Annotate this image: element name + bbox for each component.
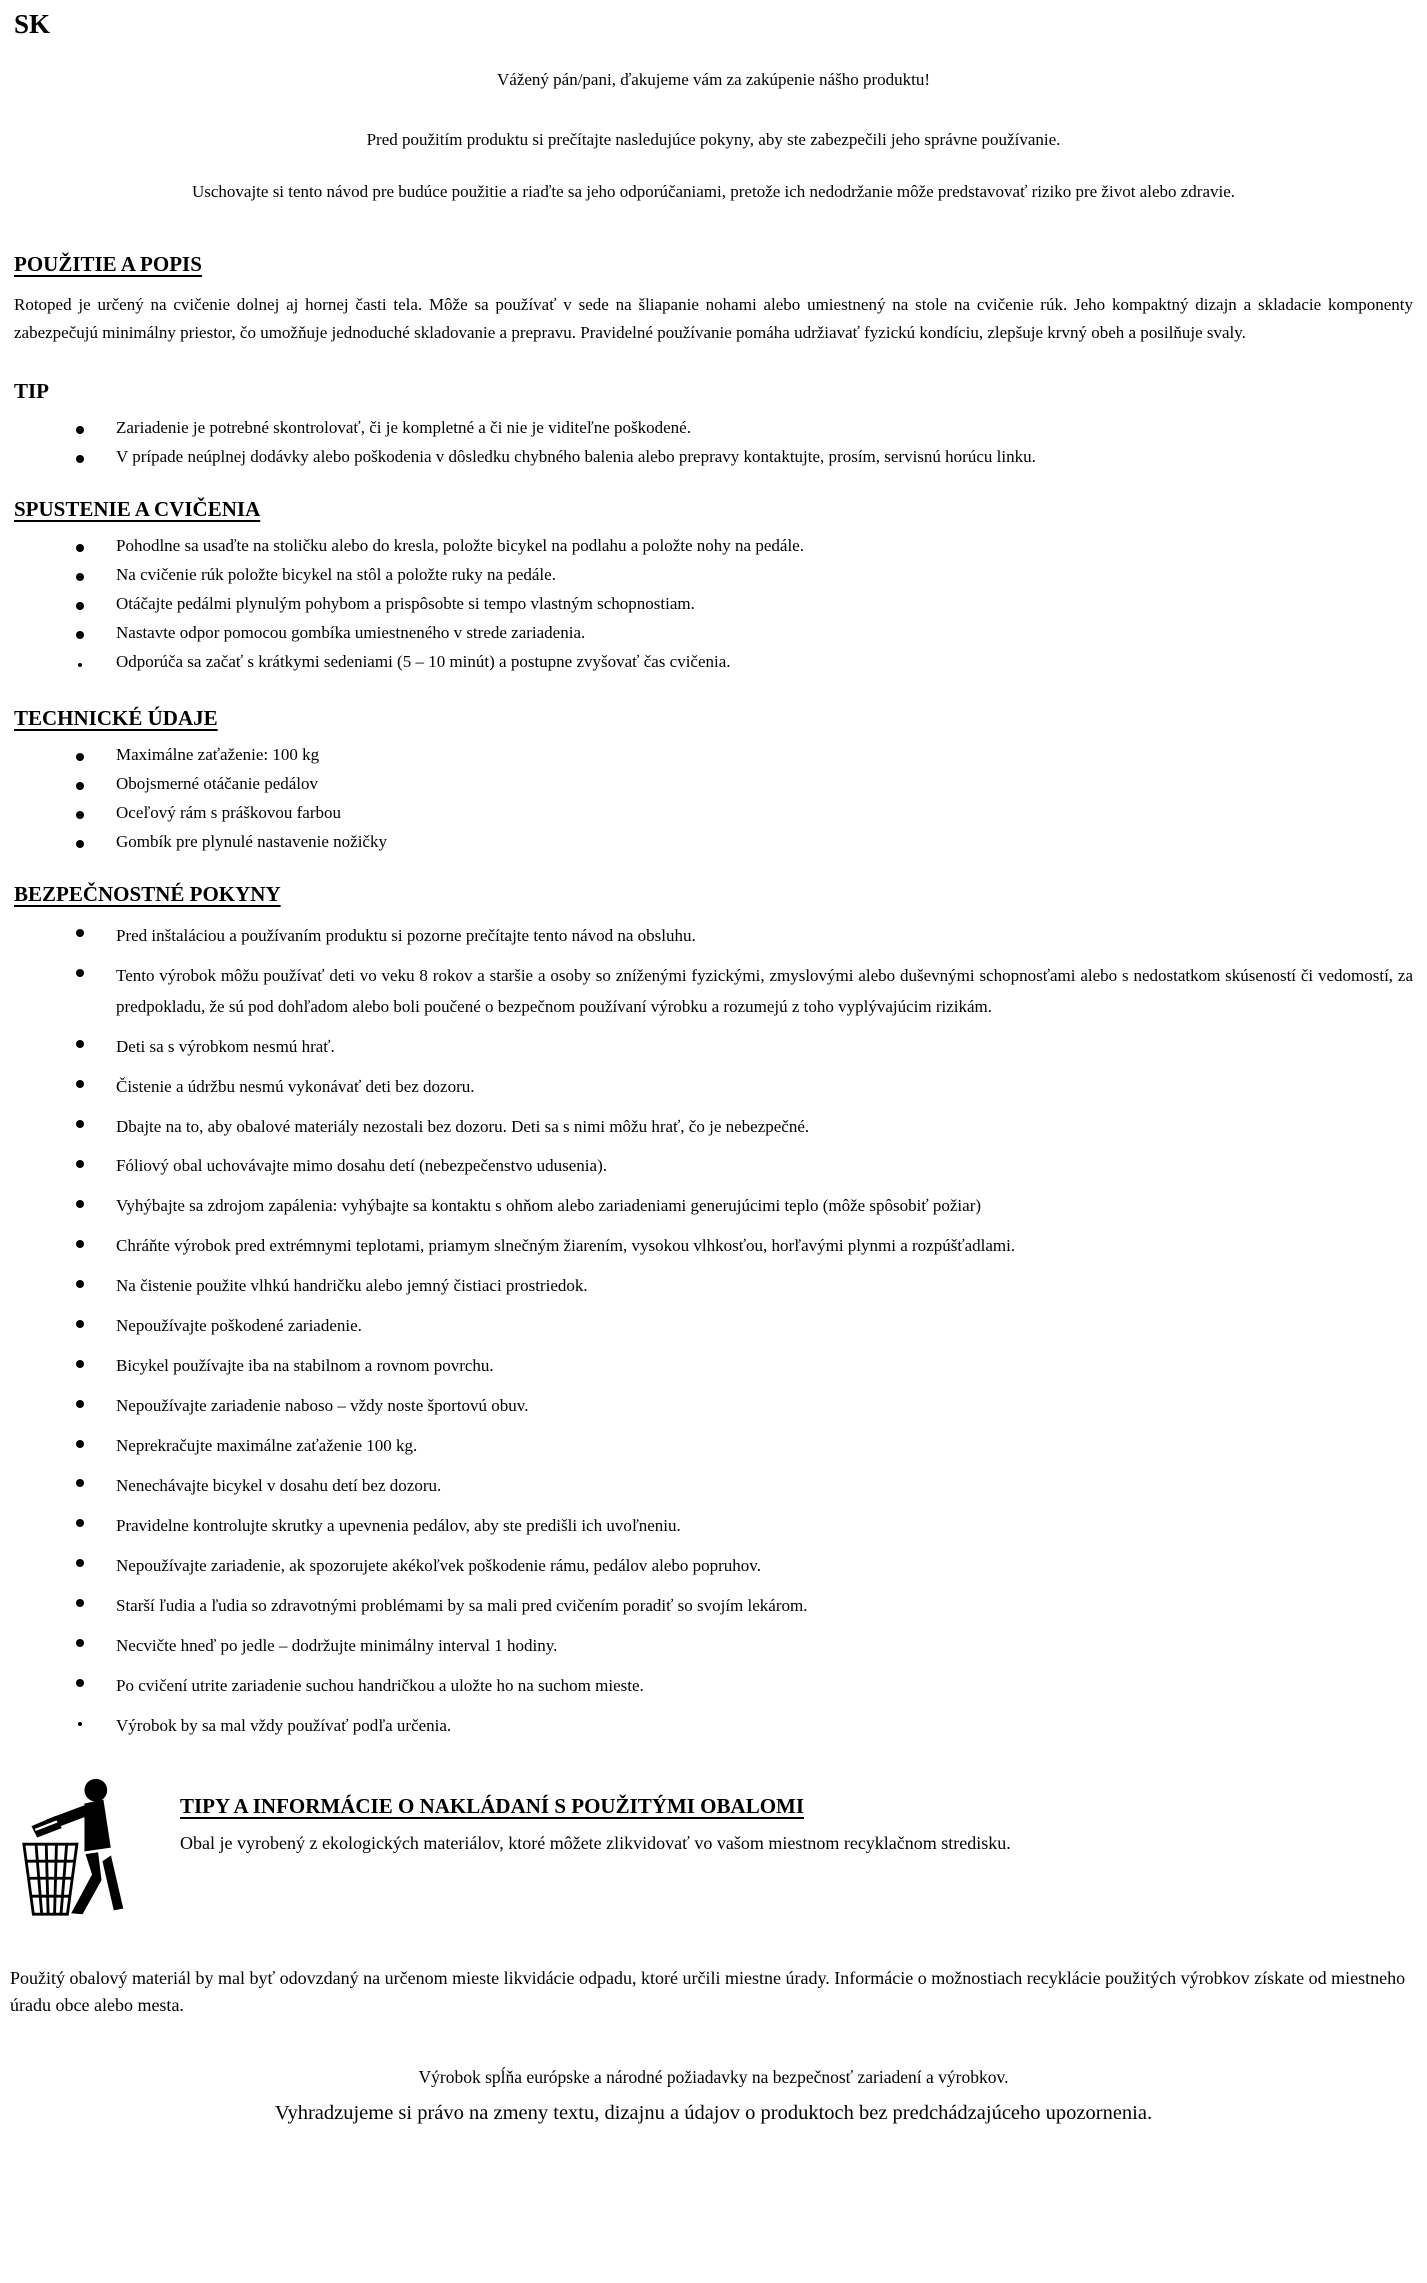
section-heading-safety: BEZPEČNOSTNÉ POKYNY [14, 881, 281, 906]
list-item: Po cvičení utrite zariadenie suchou handričkou a uložte ho na suchom mieste. [14, 1671, 1413, 1702]
list-item: Nenechávajte bicykel v dosahu detí bez dozoru. [14, 1471, 1413, 1502]
list-item: Výrobok by sa mal vždy používať podľa určenia. [14, 1711, 1413, 1742]
list-item: Obojsmerné otáčanie pedálov [14, 774, 1413, 794]
list-item: Gombík pre plynulé nastavenie nožičky [14, 832, 1413, 852]
list-item: Pohodlne sa usaďte na stoličku alebo do kresla, položte bicykel na podlahu a položte nohy na pedále. [14, 536, 1413, 556]
start-exercise-list [14, 536, 1413, 672]
list-item: Odporúča sa začať s krátkymi sedeniami (5 – 10 minút) a postupne zvyšovať čas cvičenia. [14, 652, 1413, 672]
list-item: Nepoužívajte zariadenie naboso – vždy noste športovú obuv. [14, 1391, 1413, 1422]
keep-manual-line: Uschovajte si tento návod pre budúce použitie a riaďte sa jeho odporúčaniami, pretože ich nedodržanie môže predstavovať riziko pre život alebo zdravie. [191, 181, 1236, 201]
list-item: Tento výrobok môžu používať deti vo veku 8 rokov a staršie a osoby so zníženými fyzickými, zmyslovými alebo duševnými schopnosťami alebo s nedostatkom skúseností či vedomostí, za predpokladu, že sú pod dohľadom alebo boli poučené o bezpečnom používaní výrobku a rozumejú z toho vyplývajúcim rizikám. [14, 961, 1413, 1023]
tip-list [14, 418, 1413, 467]
list-item: Dbajte na to, aby obalové materiály nezostali bez dozoru. Deti sa s nimi môžu hrať, čo je nebezpečné. [14, 1112, 1413, 1143]
section-heading-usage: POUŽITIE A POPIS [14, 251, 202, 276]
greeting-line: Vážený pán/pani, ďakujeme vám za zakúpenie nášho produktu! [497, 69, 930, 89]
list-item: Bicykel používajte iba na stabilnom a rovnom povrchu. [14, 1351, 1413, 1382]
list-item: Zariadenie je potrebné skontrolovať, či je kompletné a či nie je viditeľne poškodené. [14, 418, 1413, 438]
document-page [10, 9, 1413, 2125]
list-item: Fóliový obal uchovávajte mimo dosahu detí (nebezpečenstvo udusenia). [14, 1151, 1413, 1182]
recycling-section [14, 1776, 1413, 1923]
language-code: SK [14, 9, 51, 39]
read-instructions-line: Pred použitím produktu si prečítajte nasledujúce pokyny, aby ste zabezpečili jeho správne používanie. [366, 129, 1061, 149]
list-item: Na cvičenie rúk položte bicykel na stôl a položte ruky na pedále. [14, 565, 1413, 585]
list-item: Otáčajte pedálmi plynulým pohybom a prispôsobte si tempo vlastným schopnostiam. [14, 594, 1413, 614]
list-item: Starší ľudia a ľudia so zdravotnými problémami by sa mali pred cvičením poradiť so svojím lekárom. [14, 1591, 1413, 1622]
recycling-body: Obal je vyrobený z ekologických materiálov, ktoré môžete zlikvidovať vo vašom miestnom recyklačnom stredisku. [180, 1832, 1011, 1853]
section-heading-technical-data: TECHNICKÉ ÚDAJE [14, 705, 218, 730]
section-heading-start-exercise: SPUSTENIE A CVIČENIA [14, 496, 261, 521]
list-item: Nastavte odpor pomocou gombíka umiestneného v strede zariadenia. [14, 623, 1413, 643]
recycling-text-block [136, 1776, 1011, 1854]
list-item: Nepoužívajte zariadenie, ak spozorujete akékoľvek poškodenie rámu, pedálov alebo popruhov. [14, 1551, 1413, 1582]
usage-description: Rotoped je určený na cvičenie dolnej aj hornej časti tela. Môže sa používať v sede na šliapanie nohami alebo umiestnený na stole na cvičenie rúk. Jeho kompaktný dizajn a skladacie komponenty zabezpečujú minimálny priestor, čo umožňuje jednoduché skladovanie a prepravu. Pravidelné používanie pomáha udržiavať fyzickú kondíciu, zlepšuje krvný obeh a posilňuje svaly. [14, 294, 1413, 342]
list-item: Na čistenie použite vlhkú handričku alebo jemný čistiaci prostriedok. [14, 1271, 1413, 1302]
list-item: Pred inštaláciou a používaním produktu si pozorne prečítajte tento návod na obsluhu. [14, 921, 1413, 952]
disclaimer-line: Vyhradzujeme si právo na zmeny textu, dizajnu a údajov o produktoch bez predchádzajúceho upozornenia. [274, 2101, 1153, 2124]
list-item: Oceľový rám s práškovou farbou [14, 803, 1413, 823]
list-item: Necvičte hneď po jedle – dodržujte minimálny interval 1 hodiny. [14, 1631, 1413, 1662]
list-item: Vyhýbajte sa zdrojom zapálenia: vyhýbajte sa kontaktu s ohňom alebo zariadeniami generujúcimi teplo (môže spôsobiť požiar) [14, 1191, 1413, 1222]
list-item: Neprekračujte maximálne zaťaženie 100 kg. [14, 1431, 1413, 1462]
safety-instructions-list [14, 921, 1413, 1742]
technical-data-list [14, 745, 1413, 852]
section-heading-tip: TIP [14, 378, 50, 403]
list-item: Čistenie a údržbu nesmú vykonávať deti bez dozoru. [14, 1072, 1413, 1103]
compliance-line: Výrobok spĺňa európske a národné požiadavky na bezpečnosť zariadení a výrobkov. [418, 2066, 1009, 2087]
list-item: V prípade neúplnej dodávky alebo poškodenia v dôsledku chybného balenia alebo prepravy kontaktujte, prosím, servisnú horúcu linku. [14, 447, 1413, 467]
list-item: Pravidelne kontrolujte skrutky a upevnenia pedálov, aby ste predišli ich uvoľneniu. [14, 1511, 1413, 1542]
list-item: Maximálne zaťaženie: 100 kg [14, 745, 1413, 765]
disposal-paragraph: Použitý obalový materiál by mal byť odovzdaný na určenom mieste likvidácie odpadu, ktoré určili miestne úrady. Informácie o možnostiach recyklácie použitých výrobkov získate od miestneho úradu obce alebo mesta. [10, 1967, 1406, 2015]
section-heading-recycling: TIPY A INFORMÁCIE O NAKLÁDANÍ S POUŽITÝMI OBALOMI [180, 1793, 805, 1818]
list-item: Chráňte výrobok pred extrémnymi teplotami, priamym slnečným žiarením, vysokou vlhkosťou, horľavými plynmi a rozpúšťadlami. [14, 1231, 1413, 1262]
list-item: Nepoužívajte poškodené zariadenie. [14, 1311, 1413, 1342]
tidy-man-litter-disposal-icon [14, 1776, 136, 1923]
list-item: Deti sa s výrobkom nesmú hrať. [14, 1032, 1413, 1063]
